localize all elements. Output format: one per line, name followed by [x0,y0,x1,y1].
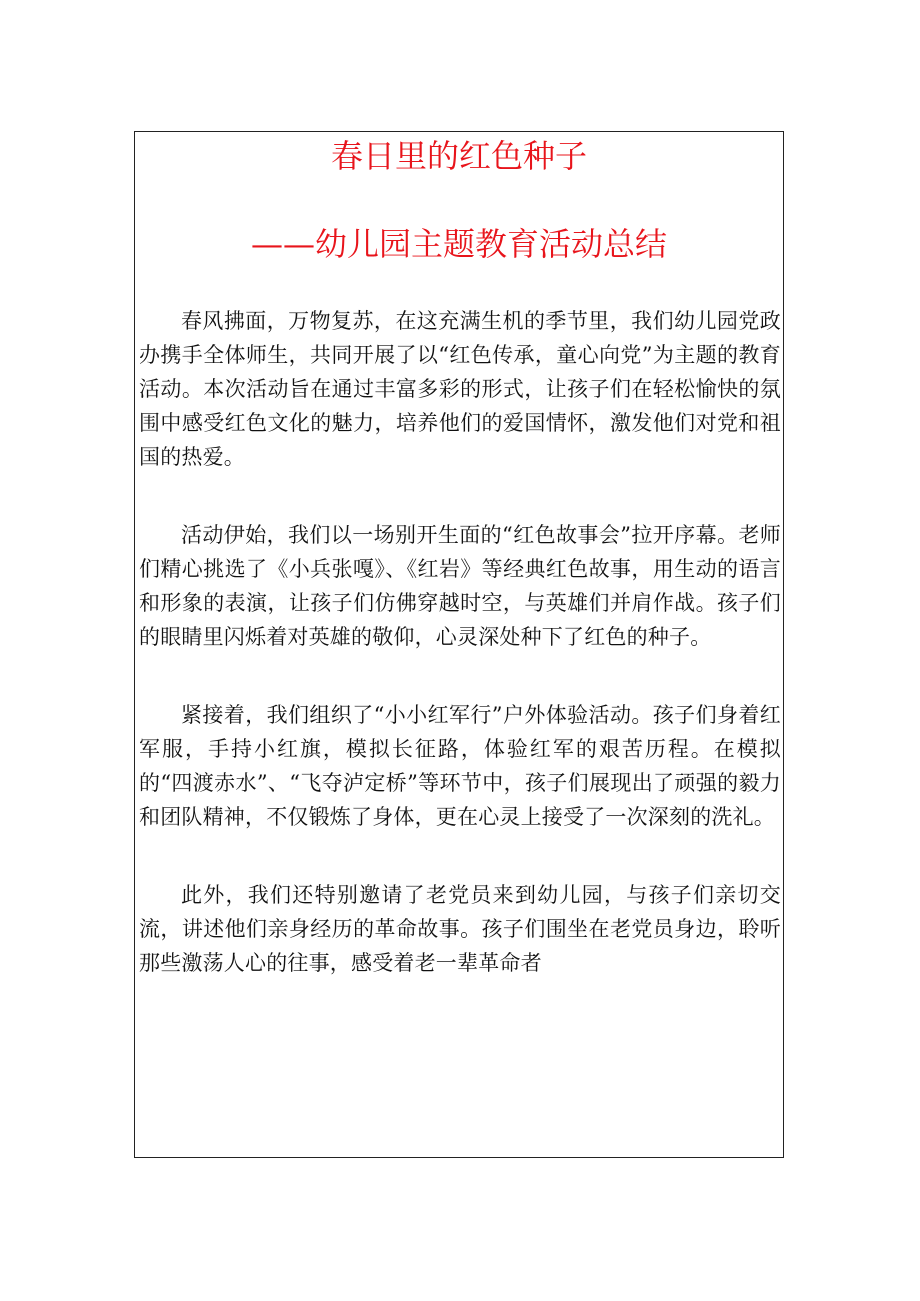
paragraph-3: 紧接着，我们组织了“小小红军行”户外体验活动。孩子们身着红军服，手持小红旗，模拟长征路，体验红军的艰苦历程。在模拟的“四渡赤水”、“飞夺泸定桥”等环节中，孩子们展现出了顽强的毅力和团队精神，不仅锻炼了身体，更在心灵上接受了一次深刻的洗礼。 [139,703,781,829]
document-subtitle: ——幼儿园主题教育活动总结 [250,225,667,263]
paragraph-1: 春风拂面，万物复苏，在这充满生机的季节里，我们幼儿园党政办携手全体师生，共同开展了以“红色传承，童心向党”为主题的教育活动。本次活动旨在通过丰富多彩的形式，让孩子们在轻松愉快的氛围中感受红色文化的魅力，培养他们的爱国情怀，激发他们对党和祖国的热爱。 [139,309,781,469]
paragraph-2: 活动伊始，我们以一场别开生面的“红色故事会”拉开序幕。老师们精心挑选了《小兵张嘎》、《红岩》等经典红色故事，用生动的语言和形象的表演，让孩子们仿佛穿越时空，与英雄们并肩作战。孩子们的眼睛里闪烁着对英雄的敬仰，心灵深处种下了红色的种子。 [139,523,781,649]
document-body [139,304,781,1024]
document-title: 春日里的红色种子 [330,137,587,175]
paragraph-4: 此外，我们还特别邀请了老党员来到幼儿园，与孩子们亲切交流，讲述他们亲身经历的革命故事。孩子们围坐在老党员身边，聆听那些激荡人心的往事，感受着老一辈革命者 [139,883,781,975]
document-frame [134,131,784,1158]
